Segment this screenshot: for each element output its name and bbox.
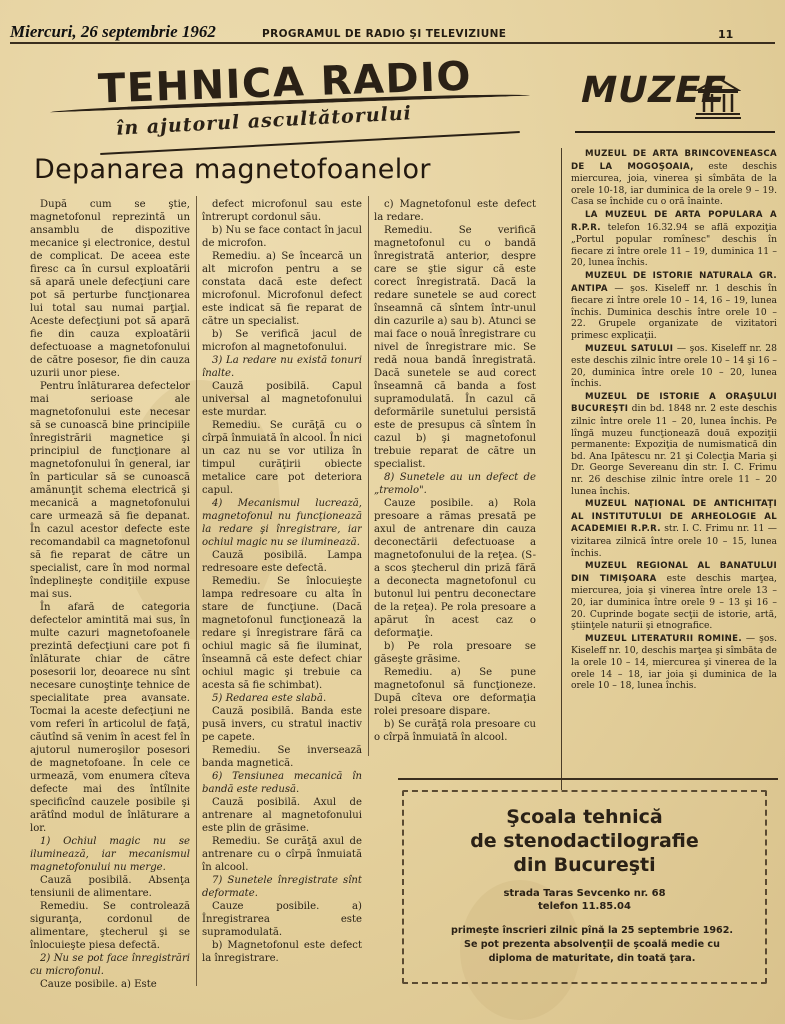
issue-date: Miercuri, 26 septembrie 1962 [10,22,216,41]
school-advertisement [402,790,767,984]
museum-name: LA MUZEUL DE ARTA POPULARA A R.P.R. [571,209,777,233]
ad-title-line-1: Şcoala tehnică [506,806,663,828]
column-divider [368,196,369,756]
museum-name: MUZEUL DE ISTORIE NATURALA GR. ANTIPA [571,270,777,294]
advert-separator [398,778,778,780]
article-paragraph: Remediu. Se înlocuieşte lampa redresoare cu alta în stare de funcţiune. (Dacă magnetofonul funcţionează la redare şi înregistrare fără ca ochiul magic să fie iluminat, înseamnă că este defect chiar ochiul magic şi trebuie ca acesta să fie schimbat). [202,576,362,691]
museum-name: MUZEUL REGIONAL AL BANATULUI DIN TIMIŞOARA [571,561,777,584]
article-paragraph: b) Nu se face contact în jacul de microfon. [202,225,362,249]
museum-building-icon [695,76,741,120]
museum-name: MUZEUL SATULUI [585,343,674,354]
article-paragraph: După cum se ştie, magnetofonul reprezintă un ansamblu de dispozitive mecanice şi electronice, destul de complicat. De aceea este firesc ca în cursul exploatării să apară unele defecţiuni care pot să perturbe funcţionarea lui total sau numai parţial. Aceste defecţiuni pot să apară fie din cauza exploatării defectuoase a magnetofonului de către posesor, fie din cauza uzurii unor piese. [30,199,190,379]
ad-address: strada Taras Sevcenko nr. 68 [503,888,666,899]
article-paragraph: Cauză posibilă. Capul universal al magnetofonului este murdar. [202,381,362,418]
article-subheading: 8) Sunetele au un defect de „tremolo". [374,472,536,496]
article-paragraph: Cauză posibilă. Absenţa tensiunii de alimentare. [30,875,190,899]
museum-details: — şos. Kiseleff nr. 10, deschis marţea şi sîmbăta de la orele 10 – 14, miercurea şi vinerea de la orele 14 – 18, iar joia şi duminica de la orele 10 – 18, lunea închis. [571,632,777,692]
ad-title-line-2: de stenodactilografie [470,830,699,852]
article-paragraph: b) Pe rola presoare se găseşte grăsime. [374,641,536,665]
museum-entry [571,343,777,390]
museums-divider [561,148,562,790]
article-paragraph: Cauză posibilă. Banda este pusă invers, cu stratul inactiv pe capete. [202,706,362,743]
article-paragraph: c) Magnetofonul este defect la redare. [374,199,536,223]
article-paragraph: Cauză posibilă. Axul de antrenare al magnetofonului este plin de grăsime. [202,797,362,834]
article-paragraph: Remediu. a) Se pune magnetofonul să funcţioneze. După cîteva ore deformaţia rolei presoare dispare. [374,667,536,717]
article-column-1 [30,198,190,988]
ad-title-line-3: din Bucureşti [513,854,656,876]
museum-entry [571,148,777,208]
museum-entry [571,209,777,269]
museum-name: MUZEUL DE ISTORIE A ORAŞULUI BUCUREŞTI [571,391,777,415]
article-subheading: 7) Sunetele înregistrate sînt deformate. [202,875,362,899]
museum-name: MUZEUL DE ARTA BRINCOVENEASCA DE LA MOGOŞOAIA, [571,149,777,172]
column-divider [196,196,197,986]
museums-rule [575,131,775,133]
article-paragraph: Cauze posibile. a) Rola presoare a rămas presată pe axul de antrenare din cauza deconectării defectuoase a magnetofonului de la reţea. (S-a scos ştecherul din priză fără a deconecta magnetofonul cu butonul lui pentru deconectare de la reţea). Pe rola presoare a apărut în acest caz o deformaţie. [374,498,536,639]
museum-details: este deschis marţea, miercurea, joia şi vinerea între orele 13 – 20, iar duminica între orele 9 – 13 şi 16 – 20. Cuprinde bogate secţii de istorie, artă, ştiinţele naturii şi etnografice. [571,572,777,632]
museum-name: MUZEUL NAŢIONAL DE ANTICHITAŢI AL INSTITUTULUI DE ARHEOLOGIE AL ACADEMIEI R.P.R. [571,499,777,535]
museums-banner [575,62,745,126]
ad-phone: telefon 11.85.04 [538,901,631,912]
museum-details: — şos. Kiseleff nr. 1 deschis în fiecare zi între orele 10 – 14, 16 – 19, lunea închis. Duminica deschis între orele 10 – 22. Grupele organizate de vizitatori primesc explicaţii. [571,282,777,341]
article-subheading: 2) Nu se pot face înregistrări cu microfonul. [30,953,190,977]
article-paragraph: Remediu. Se curăţă axul de antrenare cu o cîrpă înmuiată în alcool. [202,836,362,873]
museums-column [571,148,777,778]
article-subheading: 5) Redarea este slabă. [212,693,327,704]
article-subheading: 6) Tensiunea mecanică în bandă este redusă. [202,771,362,795]
article-paragraph: Cauze posibile. a) Înregistrarea este supramodulată. [202,901,362,938]
article-paragraph: Remediu. Se verifică magnetofonul cu o bandă înregistrată anterior, despre care se ştie sigur că este corect înregistrată. Dacă la redare sunetele se aud corect înseamnă că sîntem într-unul din cazurile a) sau b). Atunci se mai face o nouă înregistrare cu nivel de înregistrare mic. Se redă noua bandă înregistrată. Dacă sunetele se aud corect înseamnă că banda a fost supramodulată. În cazul că deformările sunetului persistă este de presupus că sîntem în cazul b) şi magnetofonul trebuie reparat de către un specialist. [374,225,536,470]
article-subheading: 1) Ochiul magic nu se iluminează, iar mecanismul magnetofonului nu merge. [30,836,190,873]
museum-details: este deschis miercurea, joia, vinerea şi sîmbăta de la orele 10-18, iar duminica de la orele 9 – 19. Casa se închide cu o oră înainte. [571,160,777,208]
article-headline: Depanarea magnetofoanelor [34,154,431,185]
article-subheading: 3) La redare nu există tonuri înalte. [202,355,362,379]
article-paragraph: Pentru înlăturarea defectelor mai serioase ale magnetofonului este necesar să se cunoască bine principiile înregistrării magnetice şi principiul de funcţionare al magnetofonului în general, iar în particular să se cunoască amănunţit schema electrică şi mecanică a magnetofonului care urmează să fie depanat. În cazul acestor defecte este recomandabil ca magnetofonul să fie reparat de către un specialist, care în mod normal îndeplineşte condiţiile expuse mai sus. [30,381,190,600]
article-paragraph: b) Magnetofonul este defect la înregistrare. [202,940,362,964]
article-paragraph: Remediu. Se curăţă cu o cîrpă înmuiată în alcool. În nici un caz nu se vor utiliza în timpul curăţirii obiecte metalice care pot deteriora capul. [202,420,362,496]
museum-entry [571,270,777,342]
article-paragraph: Remediu. Se controlează siguranţa, cordonul de alimentare, ştecherul şi se înlocuieşte piesa defectă. [30,901,190,951]
article-paragraph: b) Se curăţă rola presoare cu o cîrpă înmuiată în alcool. [374,719,536,743]
museum-entry [571,633,777,692]
article-paragraph: Cauze posibile. a) Este [40,979,157,988]
article-paragraph: defect microfonul sau este întrerupt cordonul său. [202,199,362,223]
article-column-2 [202,198,362,988]
section-banner [40,52,540,150]
article-subheading: 4) Mecanismul lucrează, magnetofonul nu funcţionează la redare şi înregistrare, iar ochiul magic nu se iluminează. [202,498,362,548]
article-paragraph: Cauză posibilă. Lampa redresoare este defectă. [202,550,362,574]
article-paragraph: Remediu. a) Se încearcă un alt microfon pentru a se constata dacă este defect microfonul. Microfonul defect este indicat să fie reparat de către un specialist. [202,251,362,327]
ad-body: primeşte înscrieri zilnic pînă la 25 septembrie 1962. Se pot prezenta absolvenţii de şcoală medie cu diploma de maturitate, din toată ţara. [450,925,734,964]
header-rule [10,42,775,44]
museum-details: str. I. C. Frimu nr. 11 — vizitarea zilnică între orele 10 – 15, lunea închis. [571,523,777,559]
page-number: 11 [718,28,734,41]
museum-entry [571,560,777,632]
museum-details: — şos. Kiseleff nr. 28 este deschis zilnic între orele 10 – 14 şi 16 – 20, duminica între orele 10 – 20, lunea închis. [571,342,777,390]
newspaper-title: PROGRAMUL DE RADIO ŞI TELEVIZIUNE [262,28,507,40]
article-paragraph: Remediu. Se inversează banda magnetică. [202,745,362,769]
museum-details: din bd. 1848 nr. 2 este deschis zilnic între orele 11 – 20, lunea închis. Pe lîngă muzeu funcţionează două expoziţii permanente: Expoziţia de numismatică din bd. Ana Ipătescu nr. 21 şi Colecţia Maria şi Dr. George Severeanu din str. I. C. Frimu nr. 26 deschise zilnic între orele 11 – 20 lunea închis. [571,403,777,497]
article-column-3 [374,198,536,758]
museums-title: MUZEE [576,70,731,111]
banner-subtitle: în ajutorul ascultătorului [115,102,413,140]
article-paragraph: În afară de categoria defectelor amintită mai sus, în multe cazuri magnetofoanele prezintă defecţiuni care pot fi înlăturate chiar de către posesorii lor, deoarece nu sînt necesare cunoştinţe tehnice de specialitate prea avansate. Tocmai la aceste defecţiuni ne vom referi în articolul de faţă, căutînd să venim în acest fel în ajutorul numeroşilor posesori de magnetofoane. În cele ce urmează, vom enumera cîteva defecte mai des întîlnite specificînd cauzele posibile şi arătînd modul de înlăturare a lor. [30,602,190,834]
article-paragraph: b) Se verifică jacul de microfon al magnetofonului. [202,329,362,353]
museum-details: telefon 16.32.94 se află expoziţia „Portul popular romînesc" deschis în fiecare zi între orele 11 – 19, duminica 11 – 20, lunea închis. [571,221,777,269]
museum-entry [571,498,777,559]
banner-title: TEHNICA RADIO [97,53,473,113]
museum-entry [571,391,777,497]
museum-name: MUZEUL LITERATURII ROMINE. [585,633,742,644]
